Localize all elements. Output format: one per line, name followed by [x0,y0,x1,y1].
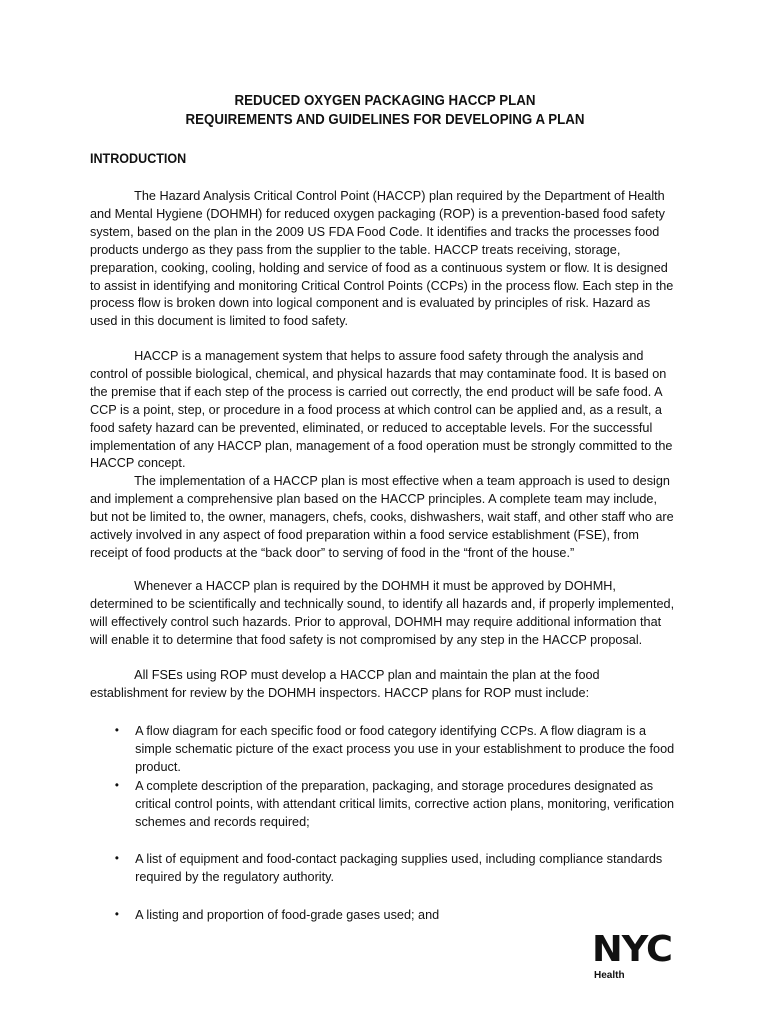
list-item-text: A complete description of the preparation, packaging, and storage procedures designated as critical control points, with attendant critical limits, corrective action plans, monitoring, verification schemes and records required; [135,778,675,829]
logo-subtitle: Health [594,970,625,981]
paragraph-1: The Hazard Analysis Critical Control Point (HACCP) plan required by the Department of Health and Mental Hygiene (DOHMH) for reduced oxygen packaging (ROP) is a prevention-based food safety system, based on the plan in the 2009 US FDA Food Code. It identifies and tracks the processes food products undergo as they pass from the supplier to the table. HACCP treats receiving, storage, preparation, cooking, cooling, holding and service of food as a continuous system or flow. It is designed to assist in identifying and monitoring Critical Control Points (CCPs) in the process flow. Each step in the process flow is broken down into logical component and is evaluated by principles of risk. Hazard as used in this document is limited to food safety. [90,188,674,329]
list-item-text: A listing and proportion of food-grade gases used; and [135,907,440,922]
nyc-health-logo [592,931,680,983]
bullet-icon: • [114,907,119,921]
section-heading-introduction: INTRODUCTION [90,151,187,166]
title-line-1: REDUCED OXYGEN PACKAGING HACCP PLAN [234,93,536,109]
document-title [111,92,660,130]
paragraph-4: Whenever a HACCP plan is required by the DOHMH it must be approved by DOHMH, determined to be scientifically and technically sound, to identify all hazards and, if properly implemented, will effectively control such hazards. Prior to approval, DOHMH may require additional information that will enable it to determine that food safety is not compromised by any step in the HACCP proposal. [90,578,675,647]
paragraph-2: HACCP is a management system that helps to assure food safety through the analysis and control of possible biological, chemical, and physical hazards that may contaminate food. It is based on the premise that if each step of the process is carried out correctly, the end product will be safe food. A CCP is a point, step, or procedure in a food process at which control can be applied and, as a result, a food safety hazard can be prevented, eliminated, or reduced to acceptable levels. For the successful implementation of any HACCP plan, management of a food operation must be strongly committed to the HACCP concept. [90,348,673,471]
paragraph-5: All FSEs using ROP must develop a HACCP plan and maintain the plan at the food establishment for review by the DOHMH inspectors. HACCP plans for ROP must include: [90,667,600,700]
list-item-text: A list of equipment and food-contact packaging supplies used, including compliance standards required by the regulatory authority. [135,851,663,884]
logo-wordmark: NYC [592,929,672,970]
bullet-icon: • [114,723,119,737]
bullet-icon: • [114,778,119,792]
bullet-icon: • [114,851,119,865]
title-line-2: REQUIREMENTS AND GUIDELINES FOR DEVELOPING A PLAN [185,112,585,128]
paragraph-3: The implementation of a HACCP plan is most effective when a team approach is used to design and implement a comprehensive plan based on the HACCP principles. A complete team may include, but not be limited to, the owner, managers, chefs, cooks, dishwashers, wait staff, and other staff who are actively involved in any aspect of food preparation within a food service establishment (FSE), from receipt of food products at the “back door” to serving of food in the “front of the house.” [90,473,674,560]
list-item-text: A flow diagram for each specific food or food category identifying CCPs. A flow diagram is a simple schematic picture of the exact process you use in your establishment to produce the food product. [135,723,675,774]
